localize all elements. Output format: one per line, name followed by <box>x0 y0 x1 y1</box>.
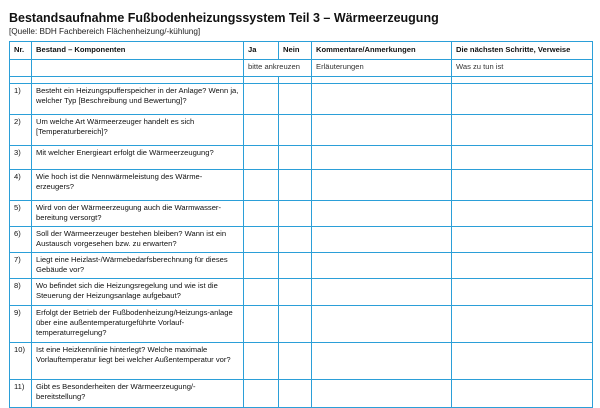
next-steps-cell[interactable] <box>452 115 593 146</box>
yes-cell[interactable] <box>244 201 279 227</box>
comments-cell[interactable] <box>312 253 452 279</box>
row-question: Wo befindet sich die Heizungsregelung und wie ist die Steuerung der Heizungsanlage aufgebaut? <box>32 279 244 306</box>
yes-cell[interactable] <box>244 146 279 170</box>
comments-cell[interactable] <box>312 380 452 408</box>
row-number: 1) <box>10 84 32 115</box>
yes-cell[interactable] <box>244 115 279 146</box>
yes-cell[interactable] <box>244 279 279 306</box>
row-question: Mit welcher Energieart erfolgt die Wärmeerzeugung? <box>32 146 244 170</box>
header-comments: Kommentare/Anmerkungen <box>312 42 452 60</box>
table-row <box>10 253 593 279</box>
header-component: Bestand – Komponenten <box>32 42 244 60</box>
next-steps-cell[interactable] <box>452 343 593 380</box>
comments-cell[interactable] <box>312 170 452 201</box>
row-number: 6) <box>10 227 32 253</box>
next-steps-cell[interactable] <box>452 201 593 227</box>
no-cell[interactable] <box>279 170 312 201</box>
row-question: Besteht ein Heizungspufferspeicher in der Anlage? Wenn ja, welcher Typ [Beschreibung und Bewertung]? <box>32 84 244 115</box>
hint-row <box>10 60 593 77</box>
row-number: 8) <box>10 279 32 306</box>
yes-cell[interactable] <box>244 380 279 408</box>
no-cell[interactable] <box>279 84 312 115</box>
comments-cell[interactable] <box>312 343 452 380</box>
comments-cell[interactable] <box>312 279 452 306</box>
next-steps-cell[interactable] <box>452 170 593 201</box>
next-steps-cell[interactable] <box>452 146 593 170</box>
row-question: Ist eine Heizkennlinie hinterlegt? Welche maximale Vorlauftemperatur liegt bei welcher Außentemperatur vor? <box>32 343 244 380</box>
row-question: Wie hoch ist die Nennwärmeleistung des Wärme-erzeugers? <box>32 170 244 201</box>
table-row <box>10 84 593 115</box>
no-cell[interactable] <box>279 146 312 170</box>
table-row <box>10 170 593 201</box>
comments-cell[interactable] <box>312 201 452 227</box>
table-row <box>10 279 593 306</box>
next-steps-cell[interactable] <box>452 306 593 343</box>
header-yes: Ja <box>244 42 279 60</box>
yes-cell[interactable] <box>244 84 279 115</box>
inventory-table <box>9 41 593 408</box>
header-next-steps: Die nächsten Schritte, Verweise <box>452 42 593 60</box>
next-steps-cell[interactable] <box>452 227 593 253</box>
no-cell[interactable] <box>279 115 312 146</box>
table-row <box>10 115 593 146</box>
document-source: [Quelle: BDH Fachbereich Flächenheizung/-kühlung] <box>9 27 201 36</box>
yes-cell[interactable] <box>244 306 279 343</box>
hint-check: bitte ankreuzen <box>244 60 312 77</box>
row-number: 5) <box>10 201 32 227</box>
table-row <box>10 380 593 408</box>
table-row <box>10 201 593 227</box>
comments-cell[interactable] <box>312 146 452 170</box>
row-number: 7) <box>10 253 32 279</box>
yes-cell[interactable] <box>244 170 279 201</box>
next-steps-cell[interactable] <box>452 279 593 306</box>
hint-comments: Erläuterungen <box>312 60 452 77</box>
yes-cell[interactable] <box>244 253 279 279</box>
next-steps-cell[interactable] <box>452 380 593 408</box>
row-question: Gibt es Besonderheiten der Wärmeerzeugung/-bereitstellung? <box>32 380 244 408</box>
table-row <box>10 306 593 343</box>
row-question: Um welche Art Wärmeerzeuger handelt es sich [Temperaturbereich]? <box>32 115 244 146</box>
table-row <box>10 146 593 170</box>
no-cell[interactable] <box>279 306 312 343</box>
comments-cell[interactable] <box>312 227 452 253</box>
no-cell[interactable] <box>279 253 312 279</box>
table-row <box>10 227 593 253</box>
no-cell[interactable] <box>279 201 312 227</box>
hint-empty-nr <box>10 60 32 77</box>
no-cell[interactable] <box>279 227 312 253</box>
row-question: Liegt eine Heizlast-/Wärmebedarfsberechnung für dieses Gebäude vor? <box>32 253 244 279</box>
row-question: Erfolgt der Betrieb der Fußbodenheizung/Heizungs-anlage über eine außentemperaturgeführte Vorlauf-temperaturregelung? <box>32 306 244 343</box>
yes-cell[interactable] <box>244 227 279 253</box>
row-number: 2) <box>10 115 32 146</box>
spacer-row <box>10 77 593 84</box>
document-title: Bestandsaufnahme Fußbodenheizungssystem Teil 3 – Wärmeerzeugung <box>9 11 439 25</box>
comments-cell[interactable] <box>312 306 452 343</box>
row-question: Wird von der Wärmeerzeugung auch die Warmwasser-bereitung versorgt? <box>32 201 244 227</box>
next-steps-cell[interactable] <box>452 84 593 115</box>
table-row <box>10 343 593 380</box>
header-row <box>10 42 593 60</box>
row-number: 9) <box>10 306 32 343</box>
hint-empty-component <box>32 60 244 77</box>
row-number: 11) <box>10 380 32 408</box>
row-number: 3) <box>10 146 32 170</box>
yes-cell[interactable] <box>244 343 279 380</box>
row-number: 4) <box>10 170 32 201</box>
no-cell[interactable] <box>279 279 312 306</box>
row-number: 10) <box>10 343 32 380</box>
comments-cell[interactable] <box>312 84 452 115</box>
no-cell[interactable] <box>279 343 312 380</box>
header-nr: Nr. <box>10 42 32 60</box>
header-no: Nein <box>279 42 312 60</box>
comments-cell[interactable] <box>312 115 452 146</box>
next-steps-cell[interactable] <box>452 253 593 279</box>
no-cell[interactable] <box>279 380 312 408</box>
hint-next-steps: Was zu tun ist <box>452 60 593 77</box>
row-question: Soll der Wärmeerzeuger bestehen bleiben? Wann ist ein Austausch vorgesehen bzw. zu erwarten? <box>32 227 244 253</box>
